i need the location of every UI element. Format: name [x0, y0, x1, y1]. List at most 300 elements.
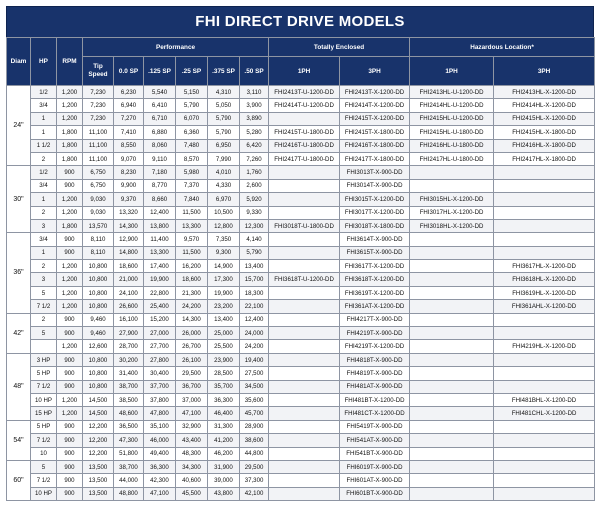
cell-sp-50: 15,700 — [240, 273, 269, 286]
table-row — [7, 367, 595, 380]
cell-sp-50: 1,760 — [240, 166, 269, 179]
models-table-container — [6, 6, 594, 501]
cell-hz-3ph — [494, 206, 595, 219]
cell-sp-125: 6,410 — [144, 99, 176, 112]
cell-hp: 5 HP — [31, 420, 57, 433]
cell-hz-3ph — [494, 460, 595, 473]
cell-hz-3ph — [494, 166, 595, 179]
cell-te-3ph: FHI601BT-X-900-DD — [340, 487, 410, 500]
cell-te-1ph — [269, 260, 340, 273]
cell-te-3ph: FHI3013T-X-900-DD — [340, 166, 410, 179]
cell-sp-25: 26,100 — [176, 353, 208, 366]
cell-te-1ph — [269, 487, 340, 500]
cell-sp-375: 28,500 — [208, 367, 240, 380]
cell-sp-25: 11,500 — [176, 246, 208, 259]
cell-te-1ph: FHI3618T-U-1200-DD — [269, 273, 340, 286]
cell-hz-1ph: FHI2415HL-U-1800-DD — [410, 126, 494, 139]
cell-sp-50: 28,900 — [240, 420, 269, 433]
cell-sp-125: 27,800 — [144, 353, 176, 366]
cell-sp-25: 8,570 — [176, 152, 208, 165]
cell-sp-125: 8,770 — [144, 179, 176, 192]
cell-sp-0: 18,600 — [114, 260, 144, 273]
cell-hp: 7 1/2 — [31, 380, 57, 393]
cell-hz-3ph — [494, 233, 595, 246]
cell-rpm: 900 — [57, 246, 83, 259]
cell-sp-375: 7,990 — [208, 152, 240, 165]
cell-sp-25: 5,980 — [176, 166, 208, 179]
cell-sp-25: 48,300 — [176, 447, 208, 460]
cell-hp: 1 — [31, 246, 57, 259]
cell-sp-125: 42,300 — [144, 474, 176, 487]
cell-sp-375: 9,300 — [208, 246, 240, 259]
table-row — [7, 327, 595, 340]
cell-sp-0: 13,320 — [114, 206, 144, 219]
cell-tip-speed: 9,460 — [83, 327, 114, 340]
cell-rpm: 900 — [57, 367, 83, 380]
cell-hz-3ph: FHI2413HL-X-1200-DD — [494, 86, 595, 99]
cell-diam: 36" — [7, 233, 31, 313]
cell-sp-25: 16,200 — [176, 260, 208, 273]
cell-hz-1ph — [410, 300, 494, 313]
cell-sp-50: 29,500 — [240, 460, 269, 473]
cell-hz-1ph — [410, 487, 494, 500]
col-header-rpm: RPM — [57, 38, 83, 86]
cell-sp-25: 29,500 — [176, 367, 208, 380]
cell-tip-speed: 8,110 — [83, 233, 114, 246]
cell-sp-0: 8,230 — [114, 166, 144, 179]
cell-tip-speed: 8,110 — [83, 246, 114, 259]
cell-sp-0: 51,800 — [114, 447, 144, 460]
cell-sp-0: 30,200 — [114, 353, 144, 366]
cell-tip-speed: 14,500 — [83, 393, 114, 406]
cell-te-1ph — [269, 313, 340, 326]
cell-te-3ph: FHI481AT-X-900-DD — [340, 380, 410, 393]
cell-sp-375: 13,400 — [208, 313, 240, 326]
cell-hp: 3/4 — [31, 99, 57, 112]
table-row — [7, 286, 595, 299]
cell-te-3ph: FHI5419T-X-900-DD — [340, 420, 410, 433]
table-row — [7, 99, 595, 112]
table-row — [7, 233, 595, 246]
cell-sp-125: 27,700 — [144, 340, 176, 353]
cell-rpm: 1,200 — [57, 340, 83, 353]
col-header-performance: Performance — [83, 38, 269, 57]
cell-sp-50: 6,420 — [240, 139, 269, 152]
cell-sp-0: 7,270 — [114, 112, 144, 125]
cell-te-1ph: FHI2416T-U-1800-DD — [269, 139, 340, 152]
cell-sp-375: 4,310 — [208, 86, 240, 99]
cell-sp-25: 40,600 — [176, 474, 208, 487]
cell-hp: 3 — [31, 219, 57, 232]
col-header-hp: HP — [31, 38, 57, 86]
cell-rpm: 1,200 — [57, 286, 83, 299]
cell-sp-125: 7,180 — [144, 166, 176, 179]
cell-te-3ph: FHI481BT-X-1200-DD — [340, 393, 410, 406]
col-header-hz-3ph: 3PH — [494, 57, 595, 86]
cell-hp: 5 — [31, 286, 57, 299]
cell-hp: 3/4 — [31, 179, 57, 192]
cell-rpm: 900 — [57, 233, 83, 246]
cell-sp-125: 37,700 — [144, 380, 176, 393]
cell-sp-125: 12,400 — [144, 206, 176, 219]
cell-hz-1ph: FHI3015HL-X-1200-DD — [410, 193, 494, 206]
cell-tip-speed: 12,200 — [83, 420, 114, 433]
cell-sp-375: 46,400 — [208, 407, 240, 420]
cell-sp-375: 19,900 — [208, 286, 240, 299]
cell-sp-50: 3,890 — [240, 112, 269, 125]
cell-te-3ph: FHI4219T-X-900-DD — [340, 327, 410, 340]
cell-rpm: 1,200 — [57, 99, 83, 112]
cell-te-3ph: FHI4219T-X-1200-DD — [340, 340, 410, 353]
cell-hz-3ph — [494, 447, 595, 460]
cell-sp-375: 14,900 — [208, 260, 240, 273]
cell-sp-0: 14,300 — [114, 219, 144, 232]
cell-sp-25: 21,300 — [176, 286, 208, 299]
cell-te-3ph: FHI3018T-X-1800-DD — [340, 219, 410, 232]
cell-te-1ph — [269, 340, 340, 353]
cell-diam: 60" — [7, 460, 31, 500]
cell-hz-1ph — [410, 447, 494, 460]
cell-tip-speed: 10,800 — [83, 380, 114, 393]
cell-te-3ph: FHI3014T-X-900-DD — [340, 179, 410, 192]
cell-sp-125: 27,000 — [144, 327, 176, 340]
cell-hp: 3 — [31, 273, 57, 286]
cell-hp: 1/2 — [31, 166, 57, 179]
cell-hz-1ph — [410, 260, 494, 273]
cell-sp-125: 17,400 — [144, 260, 176, 273]
cell-rpm: 900 — [57, 434, 83, 447]
cell-sp-125: 25,400 — [144, 300, 176, 313]
cell-hz-1ph: FHI2416HL-U-1800-DD — [410, 139, 494, 152]
cell-sp-125: 9,110 — [144, 152, 176, 165]
cell-hz-1ph — [410, 353, 494, 366]
cell-sp-125: 13,300 — [144, 246, 176, 259]
cell-te-3ph: FHI2417T-X-1800-DD — [340, 152, 410, 165]
cell-sp-125: 46,000 — [144, 434, 176, 447]
cell-sp-375: 17,300 — [208, 273, 240, 286]
cell-sp-375: 23,200 — [208, 300, 240, 313]
cell-te-1ph — [269, 112, 340, 125]
cell-sp-0: 6,230 — [114, 86, 144, 99]
cell-rpm: 1,200 — [57, 206, 83, 219]
cell-sp-25: 5,150 — [176, 86, 208, 99]
cell-te-3ph: FHI601AT-X-900-DD — [340, 474, 410, 487]
cell-hp: 7 1/2 — [31, 434, 57, 447]
table-row — [7, 126, 595, 139]
cell-sp-375: 5,790 — [208, 112, 240, 125]
cell-sp-25: 47,100 — [176, 407, 208, 420]
cell-sp-50: 3,900 — [240, 99, 269, 112]
cell-te-3ph: FHI3617T-X-1200-DD — [340, 260, 410, 273]
cell-sp-50: 24,000 — [240, 327, 269, 340]
cell-sp-375: 31,300 — [208, 420, 240, 433]
cell-diam: 42" — [7, 313, 31, 353]
table-row — [7, 407, 595, 420]
cell-hz-1ph: FHI3017HL-X-1200-DD — [410, 206, 494, 219]
cell-hz-1ph — [410, 420, 494, 433]
cell-sp-375: 39,000 — [208, 474, 240, 487]
cell-te-1ph — [269, 420, 340, 433]
cell-sp-25: 24,200 — [176, 300, 208, 313]
cell-te-1ph — [269, 434, 340, 447]
cell-sp-50: 5,790 — [240, 246, 269, 259]
cell-te-3ph: FHI3619T-X-1200-DD — [340, 286, 410, 299]
cell-sp-25: 26,700 — [176, 340, 208, 353]
cell-tip-speed: 13,570 — [83, 219, 114, 232]
table-row — [7, 447, 595, 460]
cell-sp-0: 8,550 — [114, 139, 144, 152]
cell-sp-375: 4,330 — [208, 179, 240, 192]
cell-sp-125: 13,800 — [144, 219, 176, 232]
col-header-tip-speed: Tip Speed — [83, 57, 114, 86]
cell-hz-3ph — [494, 487, 595, 500]
cell-hz-3ph: FHI3617HL-X-1200-DD — [494, 260, 595, 273]
cell-rpm: 900 — [57, 460, 83, 473]
col-header-te-1ph: 1PH — [269, 57, 340, 86]
cell-sp-125: 36,300 — [144, 460, 176, 473]
cell-te-1ph: FHI2413T-U-1200-DD — [269, 86, 340, 99]
cell-tip-speed: 9,460 — [83, 313, 114, 326]
cell-hz-1ph — [410, 367, 494, 380]
cell-te-3ph: FHI3615T-X-900-DD — [340, 246, 410, 259]
cell-rpm: 900 — [57, 353, 83, 366]
cell-tip-speed: 13,500 — [83, 474, 114, 487]
cell-rpm: 1,200 — [57, 112, 83, 125]
cell-sp-125: 22,800 — [144, 286, 176, 299]
cell-sp-50: 4,140 — [240, 233, 269, 246]
cell-sp-125: 47,800 — [144, 407, 176, 420]
cell-rpm: 900 — [57, 327, 83, 340]
cell-hz-1ph — [410, 313, 494, 326]
cell-sp-0: 28,700 — [114, 340, 144, 353]
cell-hz-3ph: FHI2417HL-X-1800-DD — [494, 152, 595, 165]
cell-hz-1ph: FHI2413HL-U-1200-DD — [410, 86, 494, 99]
cell-sp-50: 13,400 — [240, 260, 269, 273]
cell-te-1ph — [269, 447, 340, 460]
table-row — [7, 219, 595, 232]
cell-sp-50: 3,110 — [240, 86, 269, 99]
cell-rpm: 1,200 — [57, 300, 83, 313]
cell-tip-speed: 11,100 — [83, 139, 114, 152]
cell-te-1ph — [269, 393, 340, 406]
col-header-sp-125: .125 SP — [144, 57, 176, 86]
col-header-sp-375: .375 SP — [208, 57, 240, 86]
cell-sp-0: 48,800 — [114, 487, 144, 500]
cell-hz-1ph — [410, 327, 494, 340]
table-row — [7, 152, 595, 165]
cell-hp: 5 HP — [31, 367, 57, 380]
cell-sp-50: 24,200 — [240, 340, 269, 353]
table-body — [7, 86, 595, 501]
cell-hz-3ph: FHI2415HL-X-1200-DD — [494, 112, 595, 125]
col-header-sp-25: .25 SP — [176, 57, 208, 86]
cell-hp: 2 — [31, 260, 57, 273]
table-row — [7, 313, 595, 326]
cell-hp — [31, 340, 57, 353]
col-header-totally-enclosed: Totally Enclosed — [269, 38, 410, 57]
cell-sp-25: 6,070 — [176, 112, 208, 125]
cell-rpm: 900 — [57, 179, 83, 192]
cell-sp-25: 43,400 — [176, 434, 208, 447]
cell-sp-375: 46,200 — [208, 447, 240, 460]
cell-hz-3ph — [494, 219, 595, 232]
cell-sp-25: 13,300 — [176, 219, 208, 232]
cell-te-3ph: FHI541AT-X-900-DD — [340, 434, 410, 447]
cell-te-3ph: FHI541BT-X-900-DD — [340, 447, 410, 460]
cell-hz-3ph — [494, 367, 595, 380]
cell-sp-50: 12,300 — [240, 219, 269, 232]
cell-hz-1ph — [410, 246, 494, 259]
cell-hz-1ph — [410, 393, 494, 406]
cell-te-1ph: FHI2415T-U-1800-DD — [269, 126, 340, 139]
cell-sp-125: 5,540 — [144, 86, 176, 99]
cell-sp-125: 30,400 — [144, 367, 176, 380]
cell-rpm: 900 — [57, 313, 83, 326]
cell-hz-3ph: FHI3618HL-X-1200-DD — [494, 273, 595, 286]
cell-sp-375: 6,970 — [208, 193, 240, 206]
cell-hp: 15 HP — [31, 407, 57, 420]
cell-tip-speed: 12,200 — [83, 447, 114, 460]
cell-sp-125: 11,400 — [144, 233, 176, 246]
cell-hz-1ph — [410, 166, 494, 179]
table-row — [7, 112, 595, 125]
cell-sp-50: 9,330 — [240, 206, 269, 219]
cell-te-3ph: FHI3618T-X-1200-DD — [340, 273, 410, 286]
cell-rpm: 900 — [57, 474, 83, 487]
cell-hp: 7 1/2 — [31, 474, 57, 487]
cell-tip-speed: 7,230 — [83, 86, 114, 99]
cell-hz-3ph — [494, 327, 595, 340]
cell-hz-1ph — [410, 407, 494, 420]
cell-te-1ph — [269, 246, 340, 259]
cell-hp: 1/2 — [31, 86, 57, 99]
cell-tip-speed: 12,600 — [83, 340, 114, 353]
cell-hz-3ph — [494, 380, 595, 393]
table-row — [7, 434, 595, 447]
cell-sp-0: 6,940 — [114, 99, 144, 112]
cell-te-1ph — [269, 353, 340, 366]
cell-sp-50: 42,100 — [240, 487, 269, 500]
cell-te-1ph — [269, 474, 340, 487]
table-row — [7, 193, 595, 206]
cell-tip-speed: 12,200 — [83, 434, 114, 447]
cell-sp-0: 38,700 — [114, 380, 144, 393]
cell-hp: 2 — [31, 313, 57, 326]
cell-sp-375: 36,300 — [208, 393, 240, 406]
cell-sp-375: 12,800 — [208, 219, 240, 232]
cell-sp-50: 22,100 — [240, 300, 269, 313]
cell-sp-25: 34,300 — [176, 460, 208, 473]
cell-rpm: 1,200 — [57, 86, 83, 99]
table-row — [7, 474, 595, 487]
cell-sp-375: 10,500 — [208, 206, 240, 219]
table-row — [7, 206, 595, 219]
cell-hp: 5 — [31, 460, 57, 473]
cell-tip-speed: 11,100 — [83, 126, 114, 139]
cell-sp-50: 27,500 — [240, 367, 269, 380]
cell-rpm: 1,200 — [57, 260, 83, 273]
cell-rpm: 1,800 — [57, 139, 83, 152]
cell-diam: 54" — [7, 420, 31, 460]
cell-tip-speed: 10,800 — [83, 286, 114, 299]
cell-hz-1ph — [410, 286, 494, 299]
cell-te-3ph: FHI3017T-X-1200-DD — [340, 206, 410, 219]
cell-sp-0: 7,410 — [114, 126, 144, 139]
cell-diam: 30" — [7, 166, 31, 233]
cell-sp-0: 9,900 — [114, 179, 144, 192]
table-row — [7, 273, 595, 286]
cell-te-1ph — [269, 300, 340, 313]
cell-hz-3ph: FHI2415HL-X-1800-DD — [494, 126, 595, 139]
cell-hp: 5 — [31, 327, 57, 340]
cell-hp: 3/4 — [31, 233, 57, 246]
cell-te-3ph: FHI4818T-X-900-DD — [340, 353, 410, 366]
cell-te-3ph: FHI481CT-X-1200-DD — [340, 407, 410, 420]
table-title: FHI DIRECT DRIVE MODELS — [6, 6, 594, 37]
cell-te-1ph — [269, 206, 340, 219]
cell-sp-125: 8,060 — [144, 139, 176, 152]
cell-tip-speed: 10,800 — [83, 367, 114, 380]
cell-sp-0: 31,400 — [114, 367, 144, 380]
cell-sp-50: 37,300 — [240, 474, 269, 487]
cell-hp: 1 1/2 — [31, 139, 57, 152]
cell-tip-speed: 7,230 — [83, 99, 114, 112]
cell-sp-0: 12,900 — [114, 233, 144, 246]
cell-te-3ph: FHI4217T-X-900-DD — [340, 313, 410, 326]
cell-tip-speed: 6,750 — [83, 179, 114, 192]
cell-sp-25: 14,300 — [176, 313, 208, 326]
cell-hz-1ph — [410, 273, 494, 286]
cell-sp-125: 47,100 — [144, 487, 176, 500]
cell-hz-1ph: FHI2414HL-U-1200-DD — [410, 99, 494, 112]
cell-rpm: 900 — [57, 166, 83, 179]
cell-sp-25: 11,500 — [176, 206, 208, 219]
cell-hz-1ph: FHI2415HL-U-1200-DD — [410, 112, 494, 125]
cell-te-3ph: FHI4819T-X-900-DD — [340, 367, 410, 380]
cell-sp-375: 7,350 — [208, 233, 240, 246]
cell-te-3ph: FHI2415T-X-1200-DD — [340, 112, 410, 125]
cell-tip-speed: 11,100 — [83, 152, 114, 165]
table-row — [7, 340, 595, 353]
cell-hz-3ph: FHI481BHL-X-1200-DD — [494, 393, 595, 406]
cell-sp-375: 4,010 — [208, 166, 240, 179]
cell-hz-1ph — [410, 233, 494, 246]
cell-sp-50: 44,800 — [240, 447, 269, 460]
cell-te-3ph: FHI2415T-X-1800-DD — [340, 126, 410, 139]
cell-te-1ph — [269, 460, 340, 473]
cell-tip-speed: 13,500 — [83, 487, 114, 500]
table-row — [7, 393, 595, 406]
cell-tip-speed: 10,800 — [83, 300, 114, 313]
cell-sp-50: 5,920 — [240, 193, 269, 206]
cell-hz-1ph: FHI3018HL-X-1200-DD — [410, 219, 494, 232]
cell-sp-375: 25,500 — [208, 340, 240, 353]
col-header-te-3ph: 3PH — [340, 57, 410, 86]
cell-te-1ph — [269, 193, 340, 206]
cell-sp-0: 16,100 — [114, 313, 144, 326]
cell-sp-25: 5,790 — [176, 99, 208, 112]
cell-sp-0: 27,900 — [114, 327, 144, 340]
table-row — [7, 139, 595, 152]
cell-hz-3ph: FHI4219HL-X-1200-DD — [494, 340, 595, 353]
cell-hz-1ph — [410, 380, 494, 393]
cell-sp-375: 6,950 — [208, 139, 240, 152]
cell-sp-25: 32,900 — [176, 420, 208, 433]
col-header-hz-1ph: 1PH — [410, 57, 494, 86]
cell-sp-50: 45,700 — [240, 407, 269, 420]
table-row — [7, 487, 595, 500]
cell-sp-25: 36,700 — [176, 380, 208, 393]
